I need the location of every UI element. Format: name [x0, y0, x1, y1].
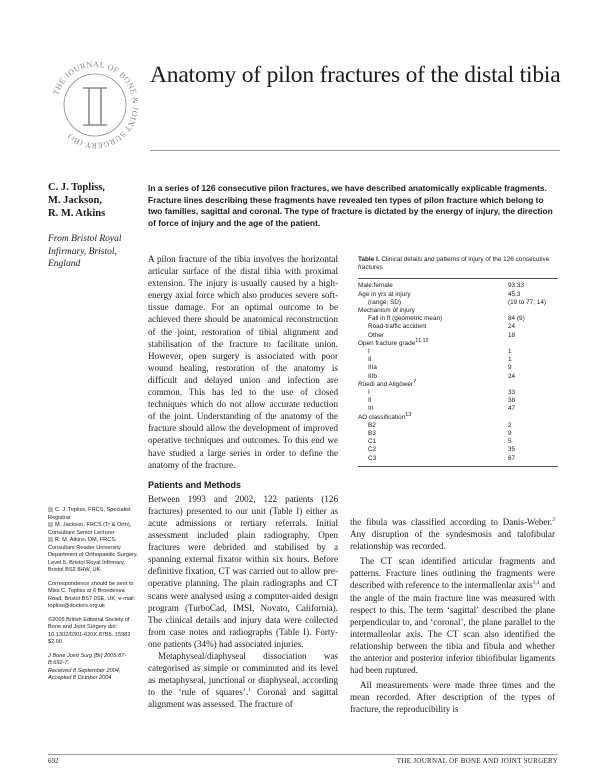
table-row	[358, 455, 558, 463]
table-cell-label	[358, 430, 508, 438]
table-cell-label	[358, 282, 508, 290]
table-cell-label	[358, 364, 508, 372]
cell-text: II	[368, 356, 372, 364]
table-row	[358, 315, 558, 323]
reference-marker: 3,4	[532, 580, 540, 587]
table-cell-label	[358, 299, 508, 307]
cell-text: I	[368, 348, 370, 356]
logo-text: THE JOURNAL OF BONE & JOINT SURGERY (Br)	[51, 59, 141, 151]
table-cell-label	[358, 332, 508, 340]
reference-marker: 11,12	[415, 337, 429, 344]
bullet-icon	[48, 507, 53, 512]
table-bottom-rule	[358, 466, 558, 467]
cell-text: B3	[368, 430, 376, 438]
table-cell-label	[358, 389, 508, 397]
table-cell-value: 35	[508, 446, 516, 454]
table-clinical-details	[358, 256, 558, 467]
table-cell-label	[358, 446, 508, 454]
table-cell-label	[358, 455, 508, 463]
author-note-text: M. Jackson, FRCS (Tr & Orth), Consultant Senior Lecturer	[48, 522, 132, 536]
fibula-paragraph	[350, 516, 555, 552]
bullet-icon	[48, 522, 53, 527]
text-run: and the angle of the main fracture line was measured with respect to this. The term ‘sagittal’ described the plane perpendicular to, and ‘coronal’, the plane parallel to the intermalleolar axis. The CT scan also identified the relationship between the tibia and fibula and whether the anterior and posterior inferior tibiofibular ligaments had been ruptured.	[350, 580, 556, 676]
table-cell-value: 2	[508, 421, 512, 429]
table-row	[358, 397, 558, 405]
affiliation-line: England	[48, 259, 81, 269]
cell-text: Fall in ft (geometric mean)	[368, 315, 443, 323]
table-caption-text: Clinical details and patterns of injury of the 126 consecutive fractures	[358, 256, 550, 272]
table-cell-value: (19 to 77; 14)	[508, 298, 547, 306]
table-cell-label	[358, 291, 508, 299]
cell-text: (range; SD)	[368, 298, 402, 306]
text-run: The CT scan identified articular fragments and patterns. Fracture lines outlining the fragments were described with reference to the intermalleolar axis	[350, 556, 555, 591]
bullet-icon	[48, 537, 53, 542]
table-cell-value	[508, 414, 558, 422]
cell-text: Road-traffic accident	[368, 323, 427, 331]
table-body	[358, 279, 558, 465]
table-cell-value: 24	[508, 372, 516, 380]
table-row	[358, 323, 558, 331]
table-label: Table I.	[358, 256, 380, 263]
table-cell-label	[358, 438, 508, 446]
cell-text: Other	[368, 331, 384, 339]
table-cell-value: 33	[508, 389, 516, 397]
table-cell-value	[508, 381, 558, 389]
author-affiliation	[48, 233, 148, 271]
received-date: Received 8 September 2004;	[48, 667, 121, 674]
intro-paragraph: A pilon fracture of the tibia involves the horizontal articular surface of the distal tibia with proximal extension. The injury is usually caused by a high-energy axial force which also produces severe soft-tissue damage. For an optimal outcome to be achieved there should be anatomical reconstruction of the joint, restoration of tibial alignment and stabilisation of the fracture to facilitate union. However, open surgery is associated with poor wound healing, restoration of the anatomy is difficult and delayed union and infection are common. This has led to the use of closed techniques which do not allow accurate reduction of the joint. Understanding of the anatomy of the fracture should allow the development of improved operative techniques and outcomes. To this end we have studied a large series in order to define the anatomy of the fracture.	[148, 254, 338, 470]
table-cell-label	[358, 337, 508, 348]
methods-paragraph-2	[148, 650, 338, 710]
methods-paragraph: Between 1993 and 2002, 122 patients (126 fractures) presented to our unit (Table I) either as acute admissions or tertiary referrals. Initial assessment included plain radiography. Open fractures were debrided and stabilised by a spanning external fixator within six hours. Before definitive fixation, CT was carried out to allow pre-operative planning. The plain radiographs and CT scans were analysed using a computer-aided design program (TurboCad, IMSI, Novato, California). The clinical details and injury data were collected from case notes and radiographs (Table I). Forty-one patients (34%) had associated injuries.	[148, 493, 338, 649]
table-cell-value: 38	[508, 397, 516, 405]
author-note	[48, 507, 140, 522]
text-run: Coronal and sagittal alignment was assessed. The fracture of	[148, 687, 339, 710]
table-cell-label	[358, 307, 508, 315]
main-column-left	[148, 253, 338, 710]
table-row	[358, 307, 558, 315]
table-cell-value	[508, 307, 558, 315]
journal-logo	[45, 55, 145, 155]
correspondence-note: Correspondence should be sent to Miss C. Topliss at 6 Brondesea Road, Bristol BS7 0SE, UK; e-mail: topliss@doctors.org.uk	[48, 580, 136, 609]
table-row	[358, 422, 558, 430]
table-cell-value	[508, 340, 558, 348]
table-row	[358, 373, 558, 381]
author-note	[48, 537, 140, 575]
reference-marker: 13	[405, 411, 412, 418]
table-cell-label	[358, 348, 508, 356]
cell-text: C1	[368, 438, 377, 446]
cell-text: Age in yrs at injury	[358, 290, 411, 298]
author-note	[48, 522, 140, 537]
reference-marker: 1	[248, 687, 251, 694]
text-run: Metaphyseal/diaphyseal dissociation was categorised as simple or comminuted and its level as metaphyseal, junctional or diaphyseal, according to the ‘rule of squares’.	[148, 651, 338, 698]
author-note-text: C. J. Topliss, FRCS, Specialist Registrar	[48, 507, 131, 521]
table-cell-value: 67	[508, 454, 516, 462]
cell-text: I	[368, 389, 370, 397]
table-cell-value: 24	[508, 323, 516, 331]
table-row	[358, 291, 558, 299]
main-column-right	[350, 516, 555, 716]
text-run: the fibula was classified according to Danis-Weber.	[350, 517, 553, 527]
table-row	[358, 364, 558, 372]
cell-text: AO classification	[358, 413, 406, 421]
cell-text: Open fracture grade	[358, 339, 416, 347]
affiliation-line: Infirmary, Bristol,	[48, 246, 117, 257]
page-number: 692	[48, 757, 59, 765]
table-row	[358, 405, 558, 413]
table-row	[358, 411, 558, 422]
section-heading-methods: Patients and Methods	[148, 479, 242, 490]
table-cell-value: 1	[508, 356, 512, 364]
author-note-text: R. M. Atkins, DM, FRCS, Consultant Reader University Department of Orthopaedic Surgery, Level 5, Bristol Royal Infirmary, Bristol BS2 8HW, UK.	[48, 537, 138, 573]
table-cell-value: 93:33	[508, 282, 524, 290]
footer-journal-name: THE JOURNAL OF BONE AND JOINT SURGERY	[396, 757, 558, 765]
table-cell-label	[358, 373, 508, 381]
table-row	[358, 446, 558, 454]
table-cell-label	[358, 378, 508, 389]
cell-text: C3	[368, 454, 377, 462]
sidebar-notes	[48, 507, 140, 683]
article-title: Anatomy of pilon fractures of the distal tibia	[150, 62, 561, 88]
table-cell-value: 9	[508, 430, 512, 438]
table-row	[358, 389, 558, 397]
abstract: In a series of 126 consecutive pilon fractures, we have described anatomically explicable fragments. Fracture lines describing these fragments have revealed ten types of pilon fracture which belong to two families, sagittal and coronal. The type of fracture is dictated by the energy of injury, the direction of force of injury and the age of the patient.	[148, 183, 553, 228]
table-row	[358, 356, 558, 364]
table-row	[358, 348, 558, 356]
table-cell-label	[358, 315, 508, 323]
table-cell-label	[358, 405, 508, 413]
table-row	[358, 337, 558, 348]
table-cell-label	[358, 323, 508, 331]
table-cell-value: 84 (9)	[508, 315, 525, 323]
logo-emblem-icon	[83, 88, 107, 125]
cell-text: Rüedi and Allgöwer	[358, 380, 414, 388]
table-cell-label	[358, 411, 508, 422]
table-cell-label	[358, 422, 508, 430]
table-cell-value: 5	[508, 438, 512, 446]
ct-paragraph	[350, 555, 555, 676]
table-row	[358, 299, 558, 307]
cell-text: Mechanism of injury	[358, 307, 415, 315]
table-caption	[358, 256, 558, 272]
measurement-paragraph: All measurements were made three times and the mean recorded. After description of the types of fracture, the reproducibility is	[350, 680, 555, 715]
author-name: M. Jackson,	[48, 195, 102, 206]
cell-text: IIIa	[368, 364, 377, 372]
citation-note: J Bone Joint Surg [Br] 2005;87-B:692-7.	[48, 652, 127, 666]
title-rule	[150, 150, 560, 151]
table-row	[358, 430, 558, 438]
table-row	[358, 438, 558, 446]
table-row	[358, 332, 558, 340]
cell-text: II	[368, 397, 372, 405]
cell-text: B2	[368, 421, 376, 429]
text-run: Any disruption of the syndesmosis and talofibular relationship was recorded.	[350, 529, 555, 552]
copyright-note: ©2005 British Editorial Society of Bone and Joint Surgery doi: 10.1302/0301-620X.87B5. 15982 $2.00	[48, 616, 131, 645]
cell-text: IIIb	[368, 372, 377, 380]
table-row	[358, 282, 558, 290]
table-cell-value: 47	[508, 405, 516, 413]
cell-text: III	[368, 405, 374, 413]
table-cell-value: 18	[508, 331, 516, 339]
reference-marker: 2	[552, 516, 555, 523]
footer-rule	[48, 754, 558, 755]
table-cell-label	[358, 356, 508, 364]
accepted-date: Accepted 8 October 2004	[48, 675, 112, 681]
cell-text: C2	[368, 446, 377, 454]
author-list	[48, 181, 148, 220]
table-cell-label	[358, 397, 508, 405]
author-name: R. M. Atkins	[48, 208, 106, 219]
table-cell-value: 45.3	[508, 290, 521, 298]
cell-text: Male:female	[358, 282, 393, 290]
author-name: C. J. Topliss,	[48, 182, 105, 193]
table-cell-value: 1	[508, 348, 512, 356]
logo-ring	[64, 74, 126, 136]
table-cell-value: 9	[508, 364, 512, 372]
affiliation-line: From Bristol Royal	[48, 234, 122, 244]
table-row	[358, 378, 558, 389]
reference-marker: 7	[413, 378, 417, 385]
